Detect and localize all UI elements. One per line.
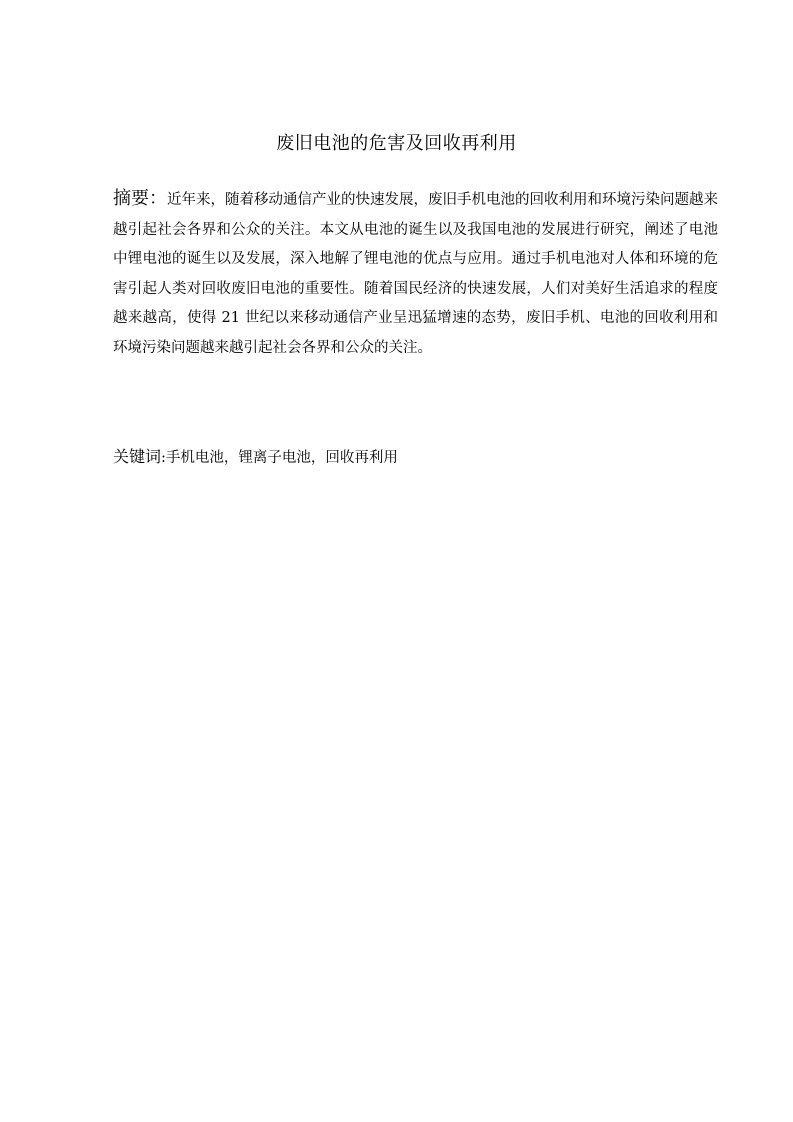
- abstract-paragraph: [113, 184, 718, 363]
- keywords-label: 关键词: [113, 447, 162, 466]
- keywords-text: 手机电池，锂离子电池，回收再利用: [165, 450, 398, 466]
- document-title: 废旧电池的危害及回收再利用: [276, 133, 517, 154]
- abstract-label-separator: ：: [149, 188, 167, 209]
- abstract-text: 近年来，随着移动通信产业的快速发展，废旧手机电池的回收利用和环境污染问题越来越引起社会各界和公众的关注。本文从电池的诞生以及我国电池的发展进行研究，阐述了电池中锂电池的诞生以及发展，深入地解了锂电池的优点与应用。通过手机电池对人体和环境的危害引起人类对回收废旧电池的重要性。随着国民经济的快速发展，人们对美好生活追求的程度越来越高，使得 21 世纪以来移动通信产业呈迅猛增速的态势，废旧手机、电池的回收利用和环境污染问题越来越引起社会各界和公众的关注。: [113, 192, 718, 356]
- keywords-separator: :: [161, 450, 166, 466]
- abstract-label: 摘要: [113, 188, 149, 209]
- keywords-line: [113, 444, 718, 471]
